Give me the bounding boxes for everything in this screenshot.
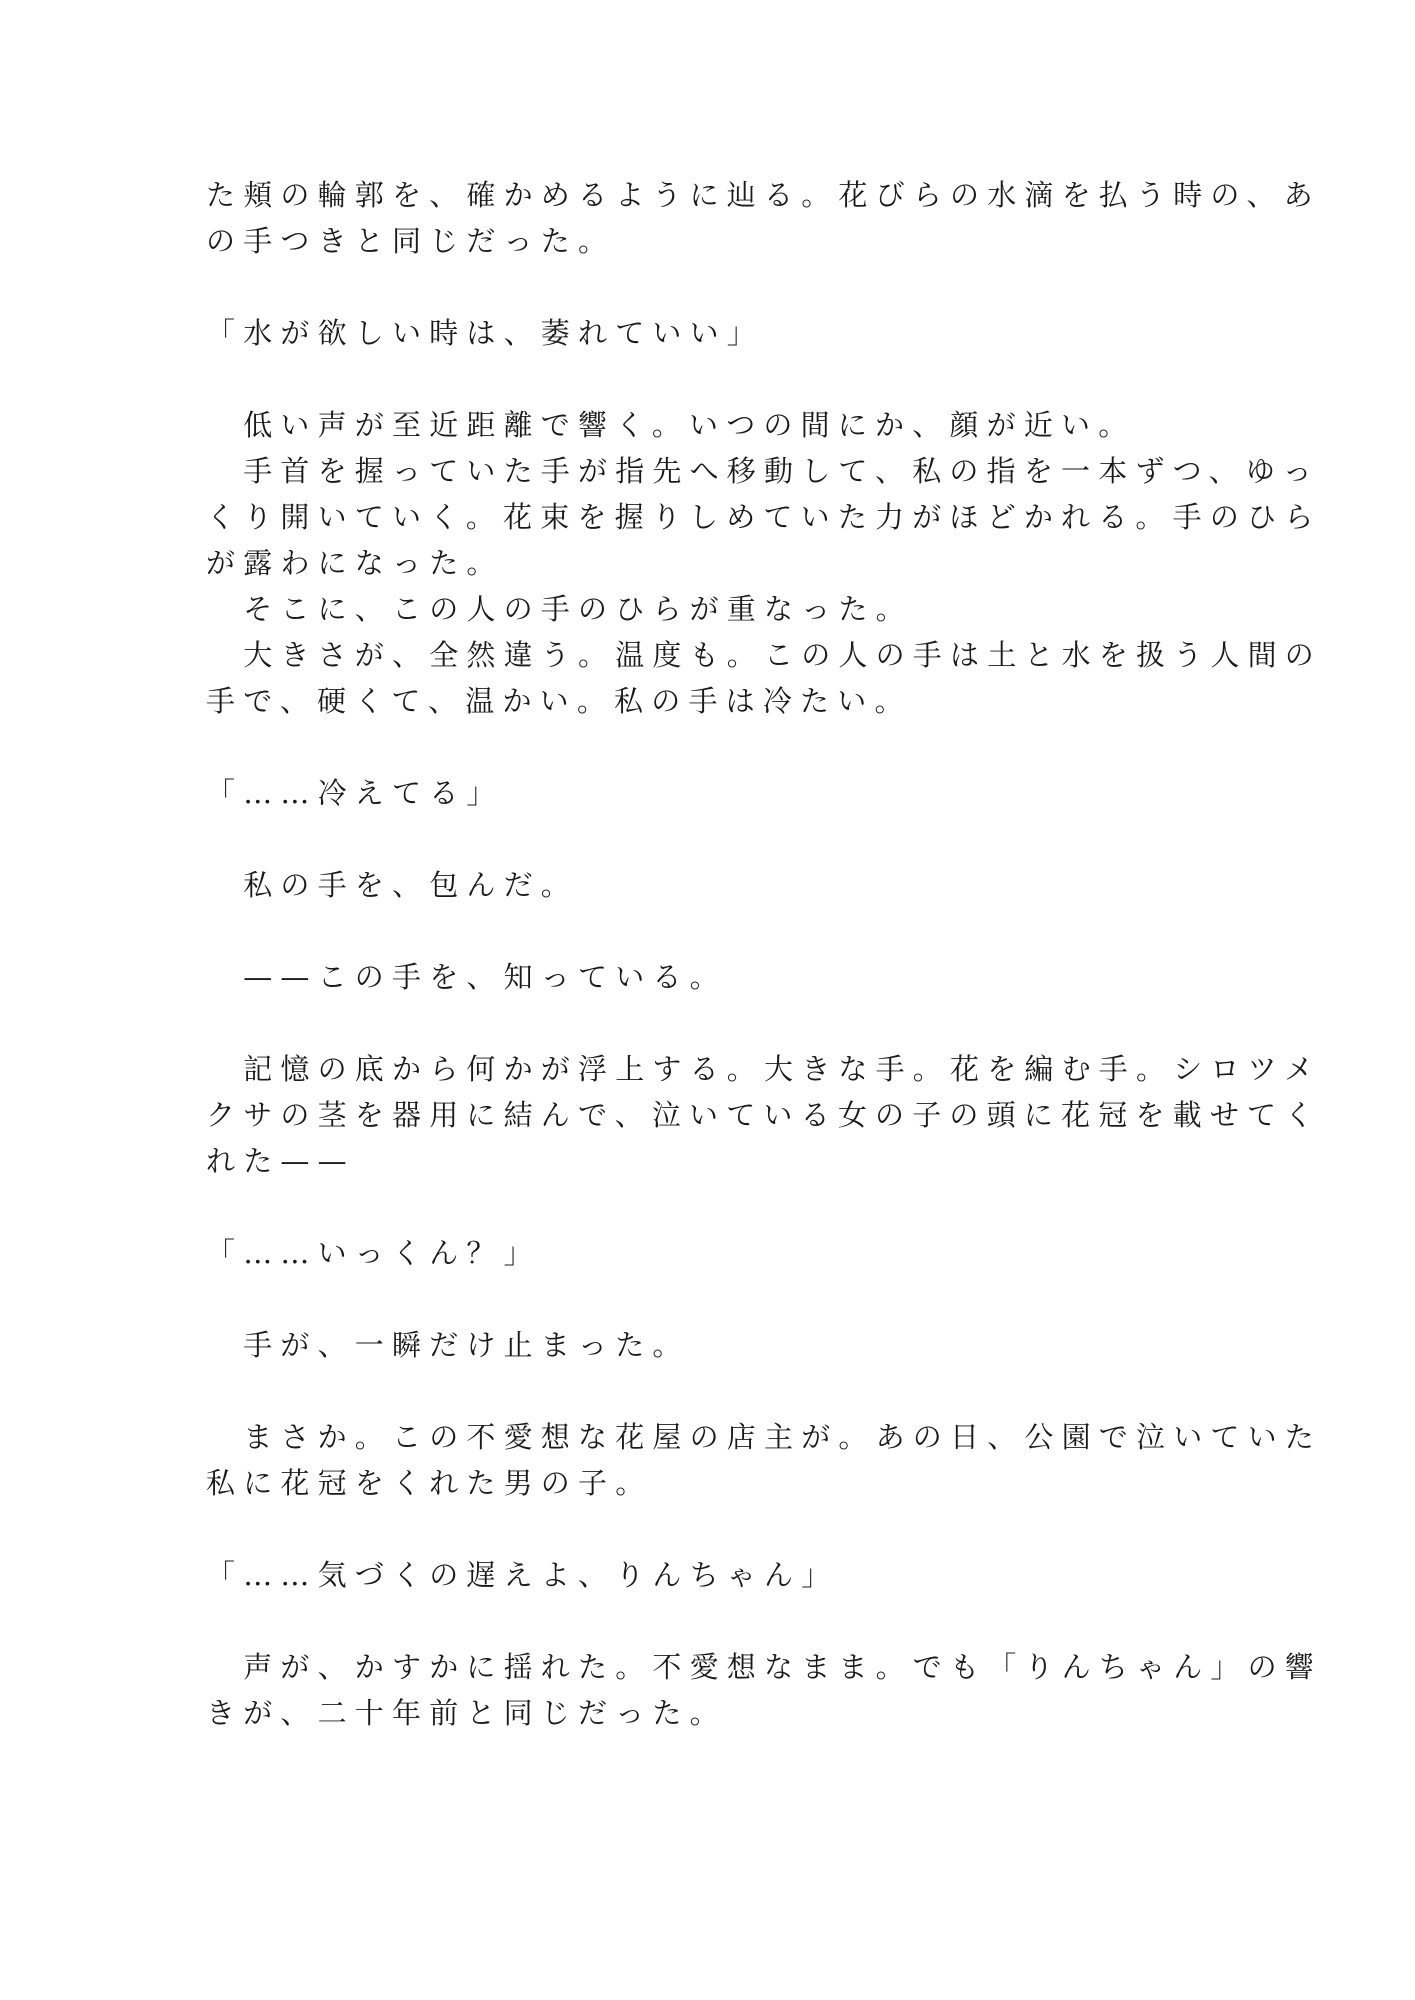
text-line: まさか。この不愛想な花屋の店主が。あの日、公園で泣いていた [206,1420,1323,1454]
text-line: 手が、一瞬だけ止まった。 [206,1328,690,1362]
text-line: クサの茎を器用に結んで、泣いている女の子の頭に花冠を載せてく [206,1098,1322,1132]
dialogue-line: 「……気づくの遅えよ、りんちゃん」 [206,1558,839,1592]
blank-line [206,356,1186,402]
text-line: が露わになった。 [206,546,504,580]
dialogue-line: 「水が欲しい時は、萎れていい」 [206,316,765,350]
dialogue-line: 「……冷えてる」 [206,776,504,810]
body-text [206,172,1323,1736]
blank-line [206,264,1186,310]
text-line: きが、二十年前と同じだった。 [206,1696,727,1730]
blank-line [206,1598,1186,1644]
text-line: 大きさが、全然違う。温度も。この人の手は土と水を扱う人間の [206,638,1323,672]
text-line: 声が、かすかに揺れた。不愛想なまま。でも「りんちゃん」の響 [206,1650,1323,1684]
blank-line [206,1276,1186,1322]
blank-line [206,1506,1186,1552]
text-line: 手首を握っていた手が指先へ移動して、私の指を一本ずつ、ゆっ [206,454,1320,488]
text-line: そこに、この人の手のひらが重なった。 [206,592,913,626]
blank-line [206,908,1186,954]
blank-line [206,1184,1186,1230]
text-line: 手で、硬くて、温かい。私の手は冷たい。 [206,684,912,718]
blank-line [206,816,1186,862]
text-line: 低い声が至近距離で響く。いつの間にか、顔が近い。 [206,408,1136,442]
text-line: 私に花冠をくれた男の子。 [206,1466,653,1500]
blank-line [206,724,1186,770]
dialogue-line: 「……いっくん？」 [206,1236,541,1270]
blank-line [206,1000,1186,1046]
text-line: 私の手を、包んだ。 [206,868,579,902]
text-line: ——この手を、知っている。 [206,960,727,994]
text-line: た頬の輪郭を、確かめるように辿る。花びらの水滴を払う時の、あ [206,178,1321,212]
text-line: の手つきと同じだった。 [206,224,616,258]
text-line: れた—— [206,1144,355,1178]
blank-line [206,1368,1186,1414]
text-line: 記憶の底から何かが浮上する。大きな手。花を編む手。シロツメ [206,1052,1322,1086]
text-line: くり開いていく。花束を握りしめていた力がほどかれる。手のひら [206,500,1322,534]
